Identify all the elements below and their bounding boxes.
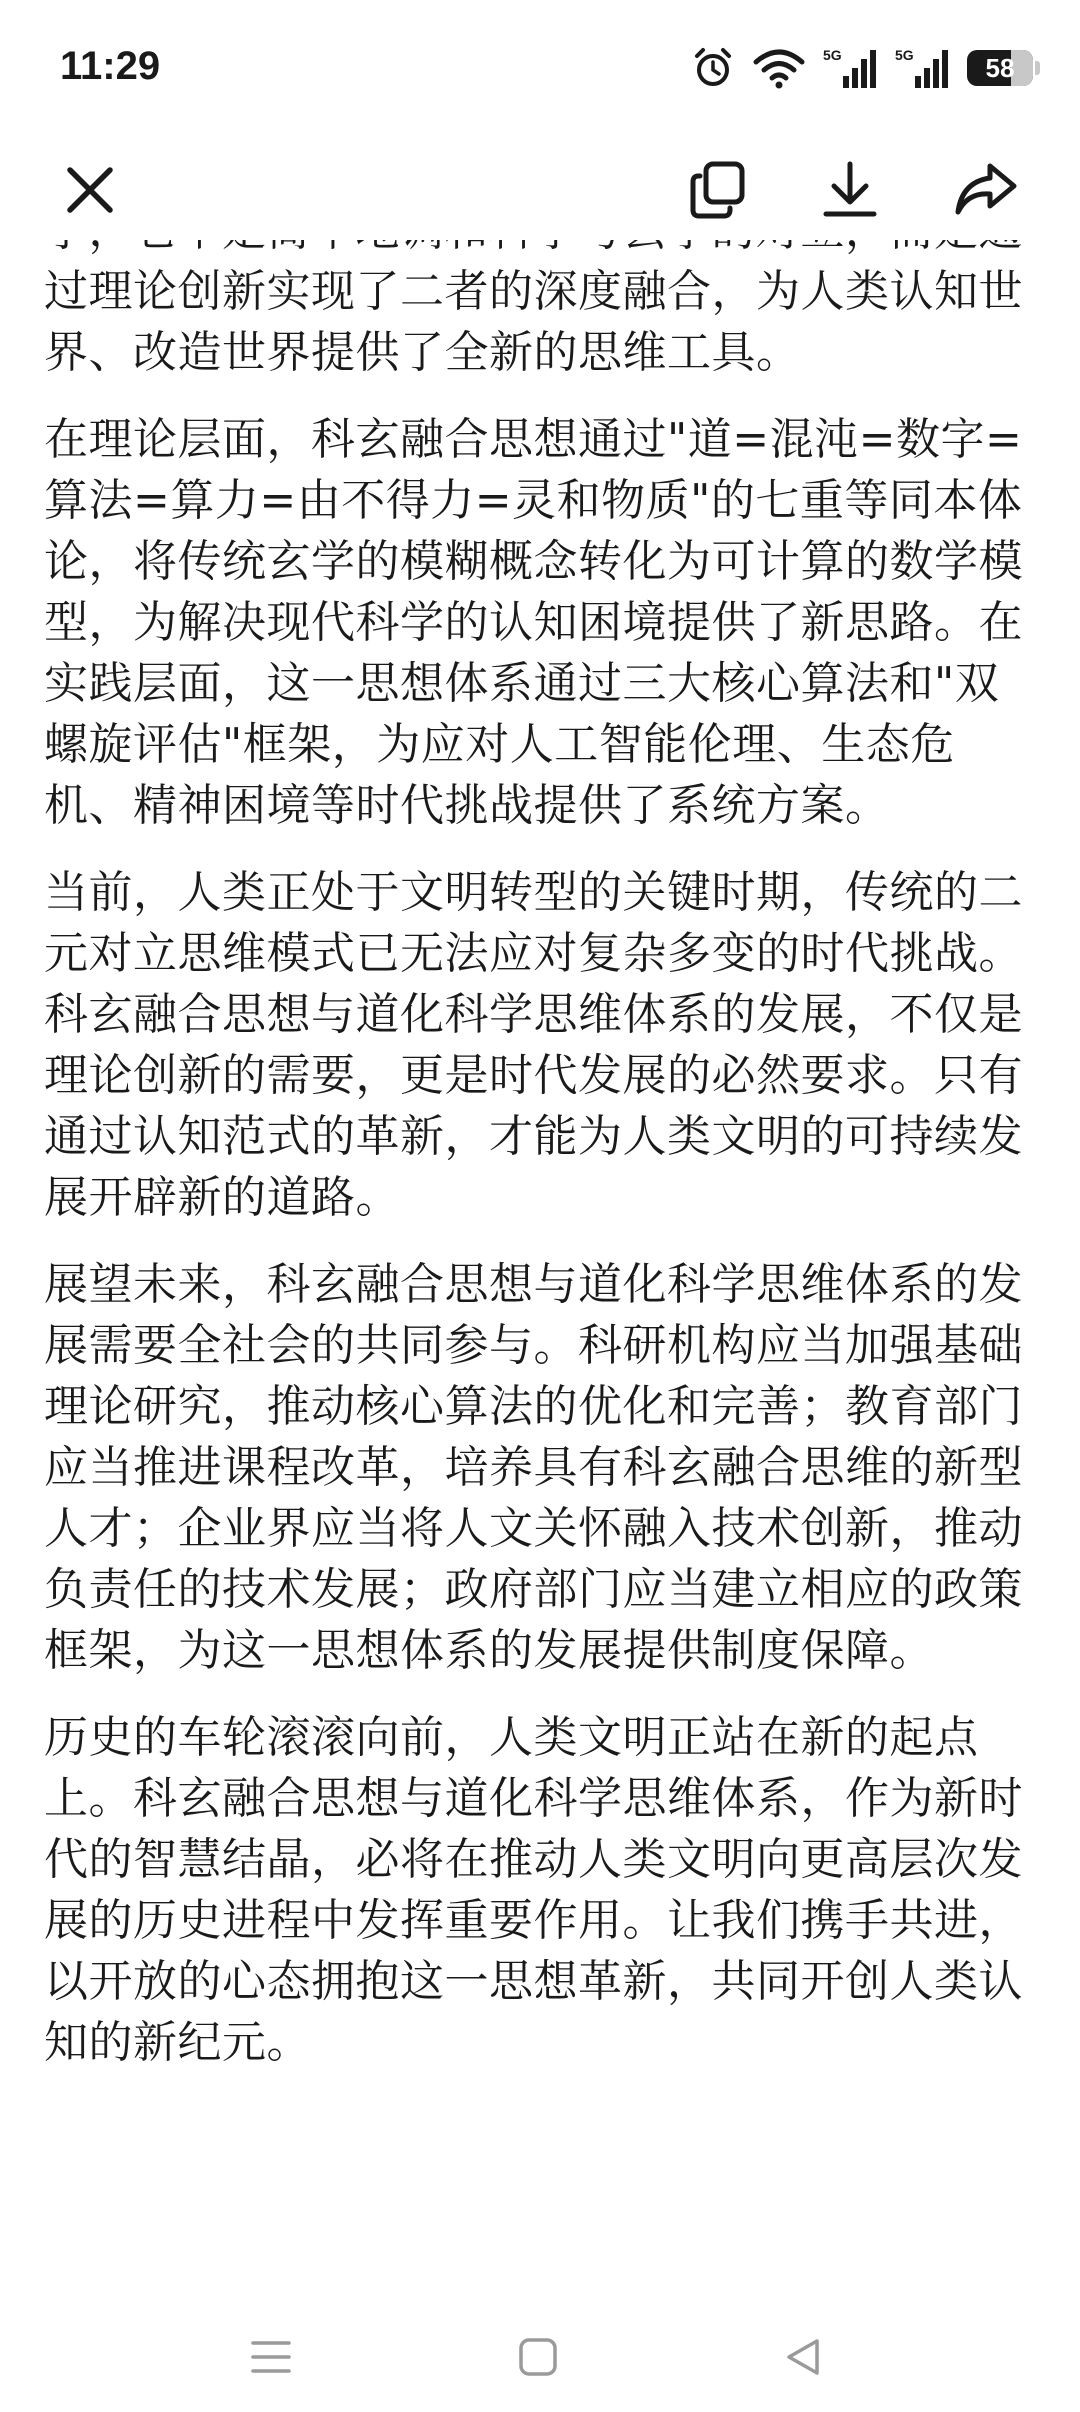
nav-menu-button[interactable] xyxy=(236,2322,306,2392)
navigation-bar xyxy=(0,2302,1080,2412)
download-button[interactable] xyxy=(808,148,892,232)
download-icon xyxy=(820,160,880,220)
status-time: 11:29 xyxy=(60,44,161,88)
wifi-icon xyxy=(753,46,805,90)
article-content xyxy=(44,200,1040,2099)
copy-icon xyxy=(688,160,748,220)
alarm-icon xyxy=(691,46,735,90)
signal-5g-icon xyxy=(895,46,949,90)
status-icons xyxy=(691,44,1040,92)
article-paragraph: 过理论创新实现了二者的深度融合，为人类认知世界、改造世界提供了全新的思维工具。 xyxy=(44,266,1023,378)
article-paragraph: 当前，人类正处于文明转型的关键时期，传统的二元对立思维模式已无法应对复杂多变的时代挑战。科玄融合思想与道化科学思维体系的发展，不仅是理论创新的需要，更是时代发展的必然要求。只有通过认知范式的革新，才能为人类文明的可持续发展开辟新的道路。 xyxy=(44,867,1023,1223)
nav-back-button[interactable] xyxy=(768,2322,838,2392)
status-bar xyxy=(0,0,1080,140)
menu-icon xyxy=(249,2337,293,2377)
copy-button[interactable] xyxy=(676,148,760,232)
close-icon xyxy=(62,162,118,218)
share-icon xyxy=(954,160,1018,220)
signal-5g-icon xyxy=(823,46,877,90)
close-button[interactable] xyxy=(48,148,132,232)
article-paragraph: 展望未来，科玄融合思想与道化科学思维体系的发展需要全社会的共同参与。科研机构应当加强基础理论研究，推动核心算法的优化和完善；教育部门应当推进课程改革，培养具有科玄融合思维的新型人才；企业界应当将人文关怀融入技术创新，推动负责任的技术发展；政府部门应当建立相应的政策框架，为这一思想体系的发展提供制度保障。 xyxy=(44,1259,1023,1676)
article-paragraph: 在理论层面，科玄融合思想通过"道=混沌=数字=算法=算力=由不得力=灵和物质"的七重等同本体论，将传统玄学的模糊概念转化为可计算的数学模型，为解决现代科学的认知困境提供了新思路。在实践层面，这一思想体系通过三大核心算法和"双螺旋评估"框架，为应对人工智能伦理、生态危机、精神困境等时代挑战提供了系统方案。 xyxy=(44,414,1023,831)
nav-home-button[interactable] xyxy=(503,2322,573,2392)
battery xyxy=(967,50,1033,86)
share-button[interactable] xyxy=(944,148,1028,232)
battery-icon xyxy=(967,50,1040,86)
home-icon xyxy=(516,2335,560,2379)
svg-text:5G: 5G xyxy=(823,47,842,63)
battery-level: 58 xyxy=(985,52,1015,83)
back-icon xyxy=(781,2335,825,2379)
svg-text:5G: 5G xyxy=(895,47,914,63)
article-paragraph: 历史的车轮滚滚向前，人类文明正站在新的起点上。科玄融合思想与道化科学思维体系，作为新时代的智慧结晶，必将在推动人类文明向更高层次发展的历史进程中发挥重要作用。让我们携手共进，以开放的心态拥抱这一思想革新，共同开创人类认知的新纪元。 xyxy=(44,1712,1023,2068)
toolbar xyxy=(0,140,1080,240)
